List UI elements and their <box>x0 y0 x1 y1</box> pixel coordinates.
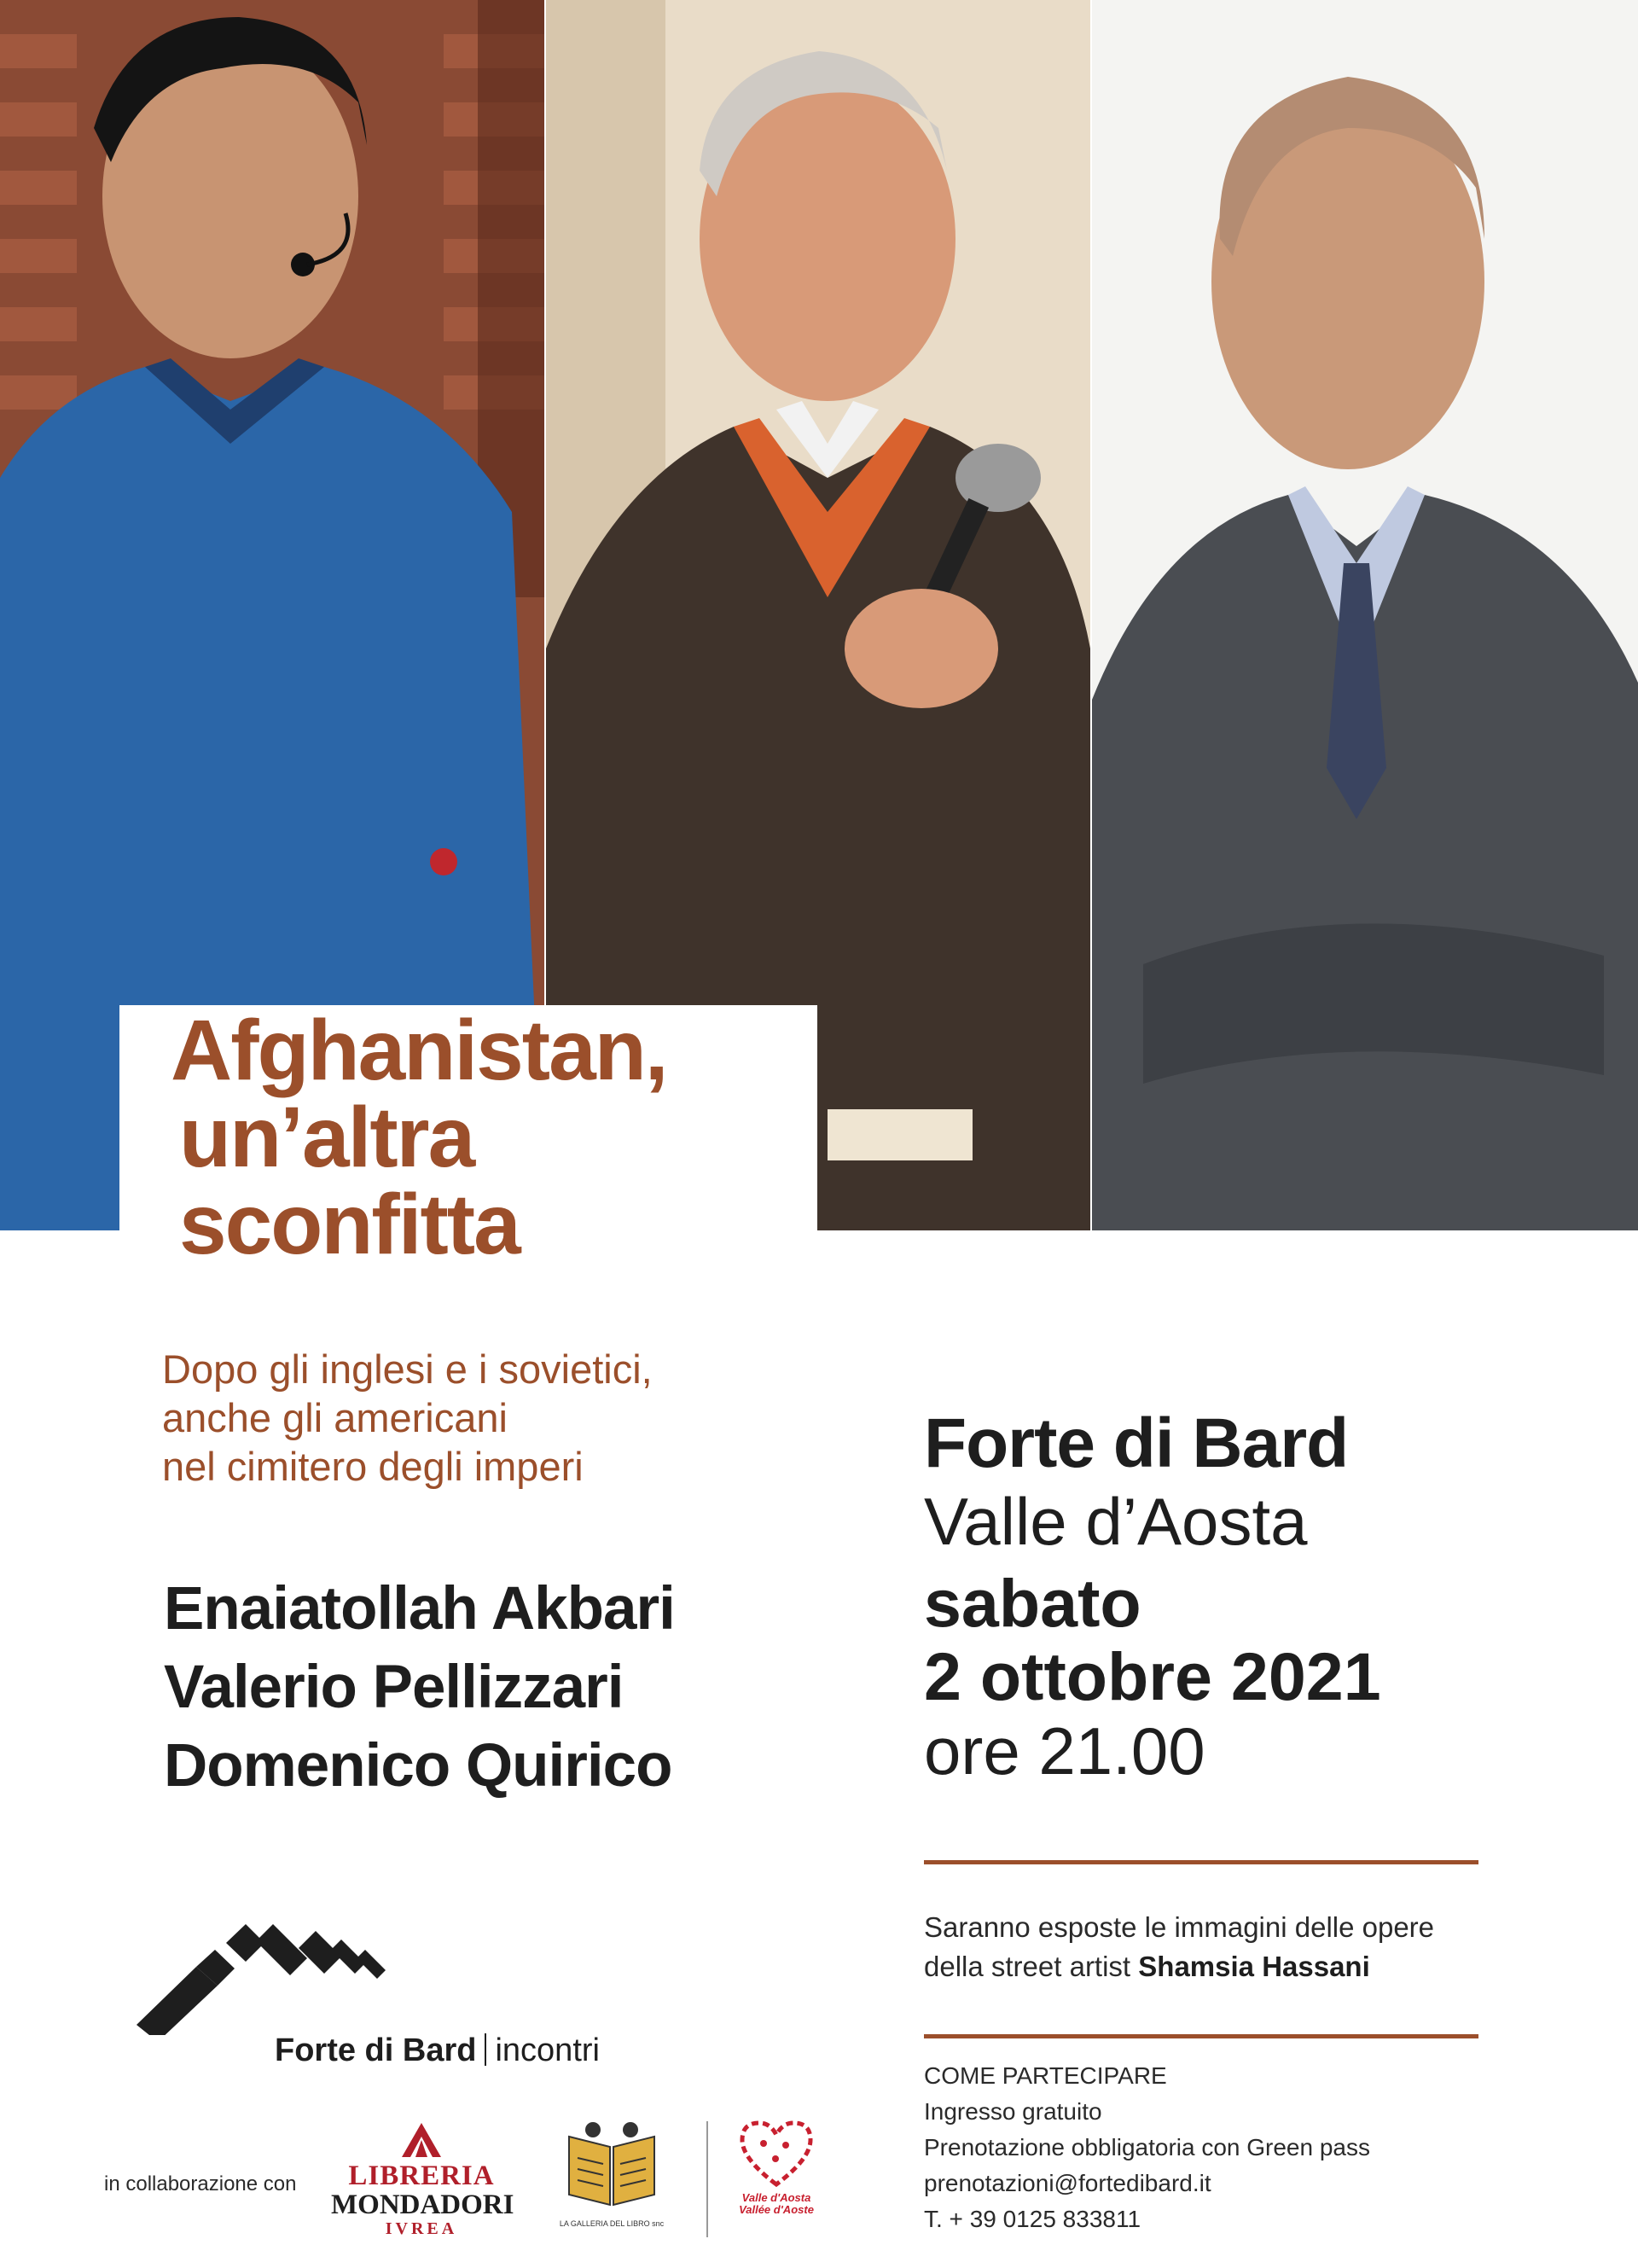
subtitle-line-1: Dopo gli inglesi e i sovietici, <box>162 1346 653 1392</box>
mondadori-logo <box>331 2123 512 2238</box>
divider-rule <box>924 2034 1478 2038</box>
logo-brand: Forte di Bard <box>275 2032 477 2068</box>
venue-block <box>924 1404 1381 1788</box>
vda-line-1: Valle d'Aosta <box>741 2191 811 2204</box>
exhibit-line-2-prefix: della street artist <box>924 1951 1139 1982</box>
event-time: ore 21.00 <box>924 1713 1205 1788</box>
event-title <box>171 1003 667 1272</box>
speaker-name: Enaiatollah Akbari <box>164 1575 675 1643</box>
info-booking: Prenotazione obbligatoria con Green pass <box>924 2134 1371 2160</box>
heart-icon <box>738 2120 815 2188</box>
mondadori-mark-icon <box>400 2123 443 2157</box>
partner-separator <box>706 2121 708 2237</box>
event-day: sabato <box>924 1565 1141 1641</box>
title-line-1: Afghanistan, <box>171 1003 667 1098</box>
exhibit-line-1: Saranno esposte le immagini delle opere <box>924 1911 1435 1943</box>
info-email-link[interactable]: prenotazioni@fortedibard.it <box>924 2170 1211 2196</box>
open-book-icon <box>561 2120 663 2213</box>
title-line-3: sconfitta <box>179 1177 520 1272</box>
speaker-name: Domenico Quirico <box>164 1732 672 1800</box>
speaker-name: Valerio Pellizzari <box>164 1654 624 1721</box>
info-phone: T. + 39 0125 833811 <box>924 2206 1141 2232</box>
galleria-del-libro-logo <box>556 2120 667 2228</box>
logo-separator <box>485 2033 486 2066</box>
valle-daosta-logo <box>732 2120 821 2216</box>
mondadori-line-3: IVREA <box>385 2219 458 2238</box>
subtitle-line-3: nel cimitero degli imperi <box>162 1444 584 1489</box>
mondadori-line-2: MONDADORI <box>331 2189 514 2220</box>
divider-rule <box>924 1860 1478 1864</box>
logo-section: incontri <box>495 2032 600 2068</box>
vda-line-2: Vallée d'Aoste <box>739 2203 814 2216</box>
galleria-caption: LA GALLERIA DEL LIBRO snc <box>559 2219 665 2228</box>
event-subtitle <box>162 1345 810 1491</box>
info-entry: Ingresso gratuito <box>924 2098 1102 2125</box>
forte-di-bard-logo-icon <box>136 1924 444 2035</box>
title-line-2: un’altra <box>179 1090 474 1185</box>
venue-region: Valle d’Aosta <box>924 1484 1308 1559</box>
venue-name: Forte di Bard <box>924 1404 1349 1482</box>
logo-wordmark <box>275 2031 600 2070</box>
exhibit-line-2 <box>924 1947 1434 1986</box>
info-heading: COME PARTECIPARE <box>924 2062 1167 2089</box>
artist-name: Shamsia Hassani <box>1138 1951 1370 1982</box>
subtitle-line-2: anche gli americani <box>162 1395 508 1440</box>
participation-info <box>924 2058 1370 2237</box>
collaboration-label: in collaborazione con <box>104 2172 297 2195</box>
exhibit-note <box>924 1908 1434 1986</box>
photo-domenico-quirico <box>1092 0 1638 1230</box>
event-date: 2 ottobre 2021 <box>924 1638 1381 1714</box>
speaker-list <box>164 1570 675 1806</box>
mondadori-line-1: LIBRERIA <box>348 2160 495 2191</box>
